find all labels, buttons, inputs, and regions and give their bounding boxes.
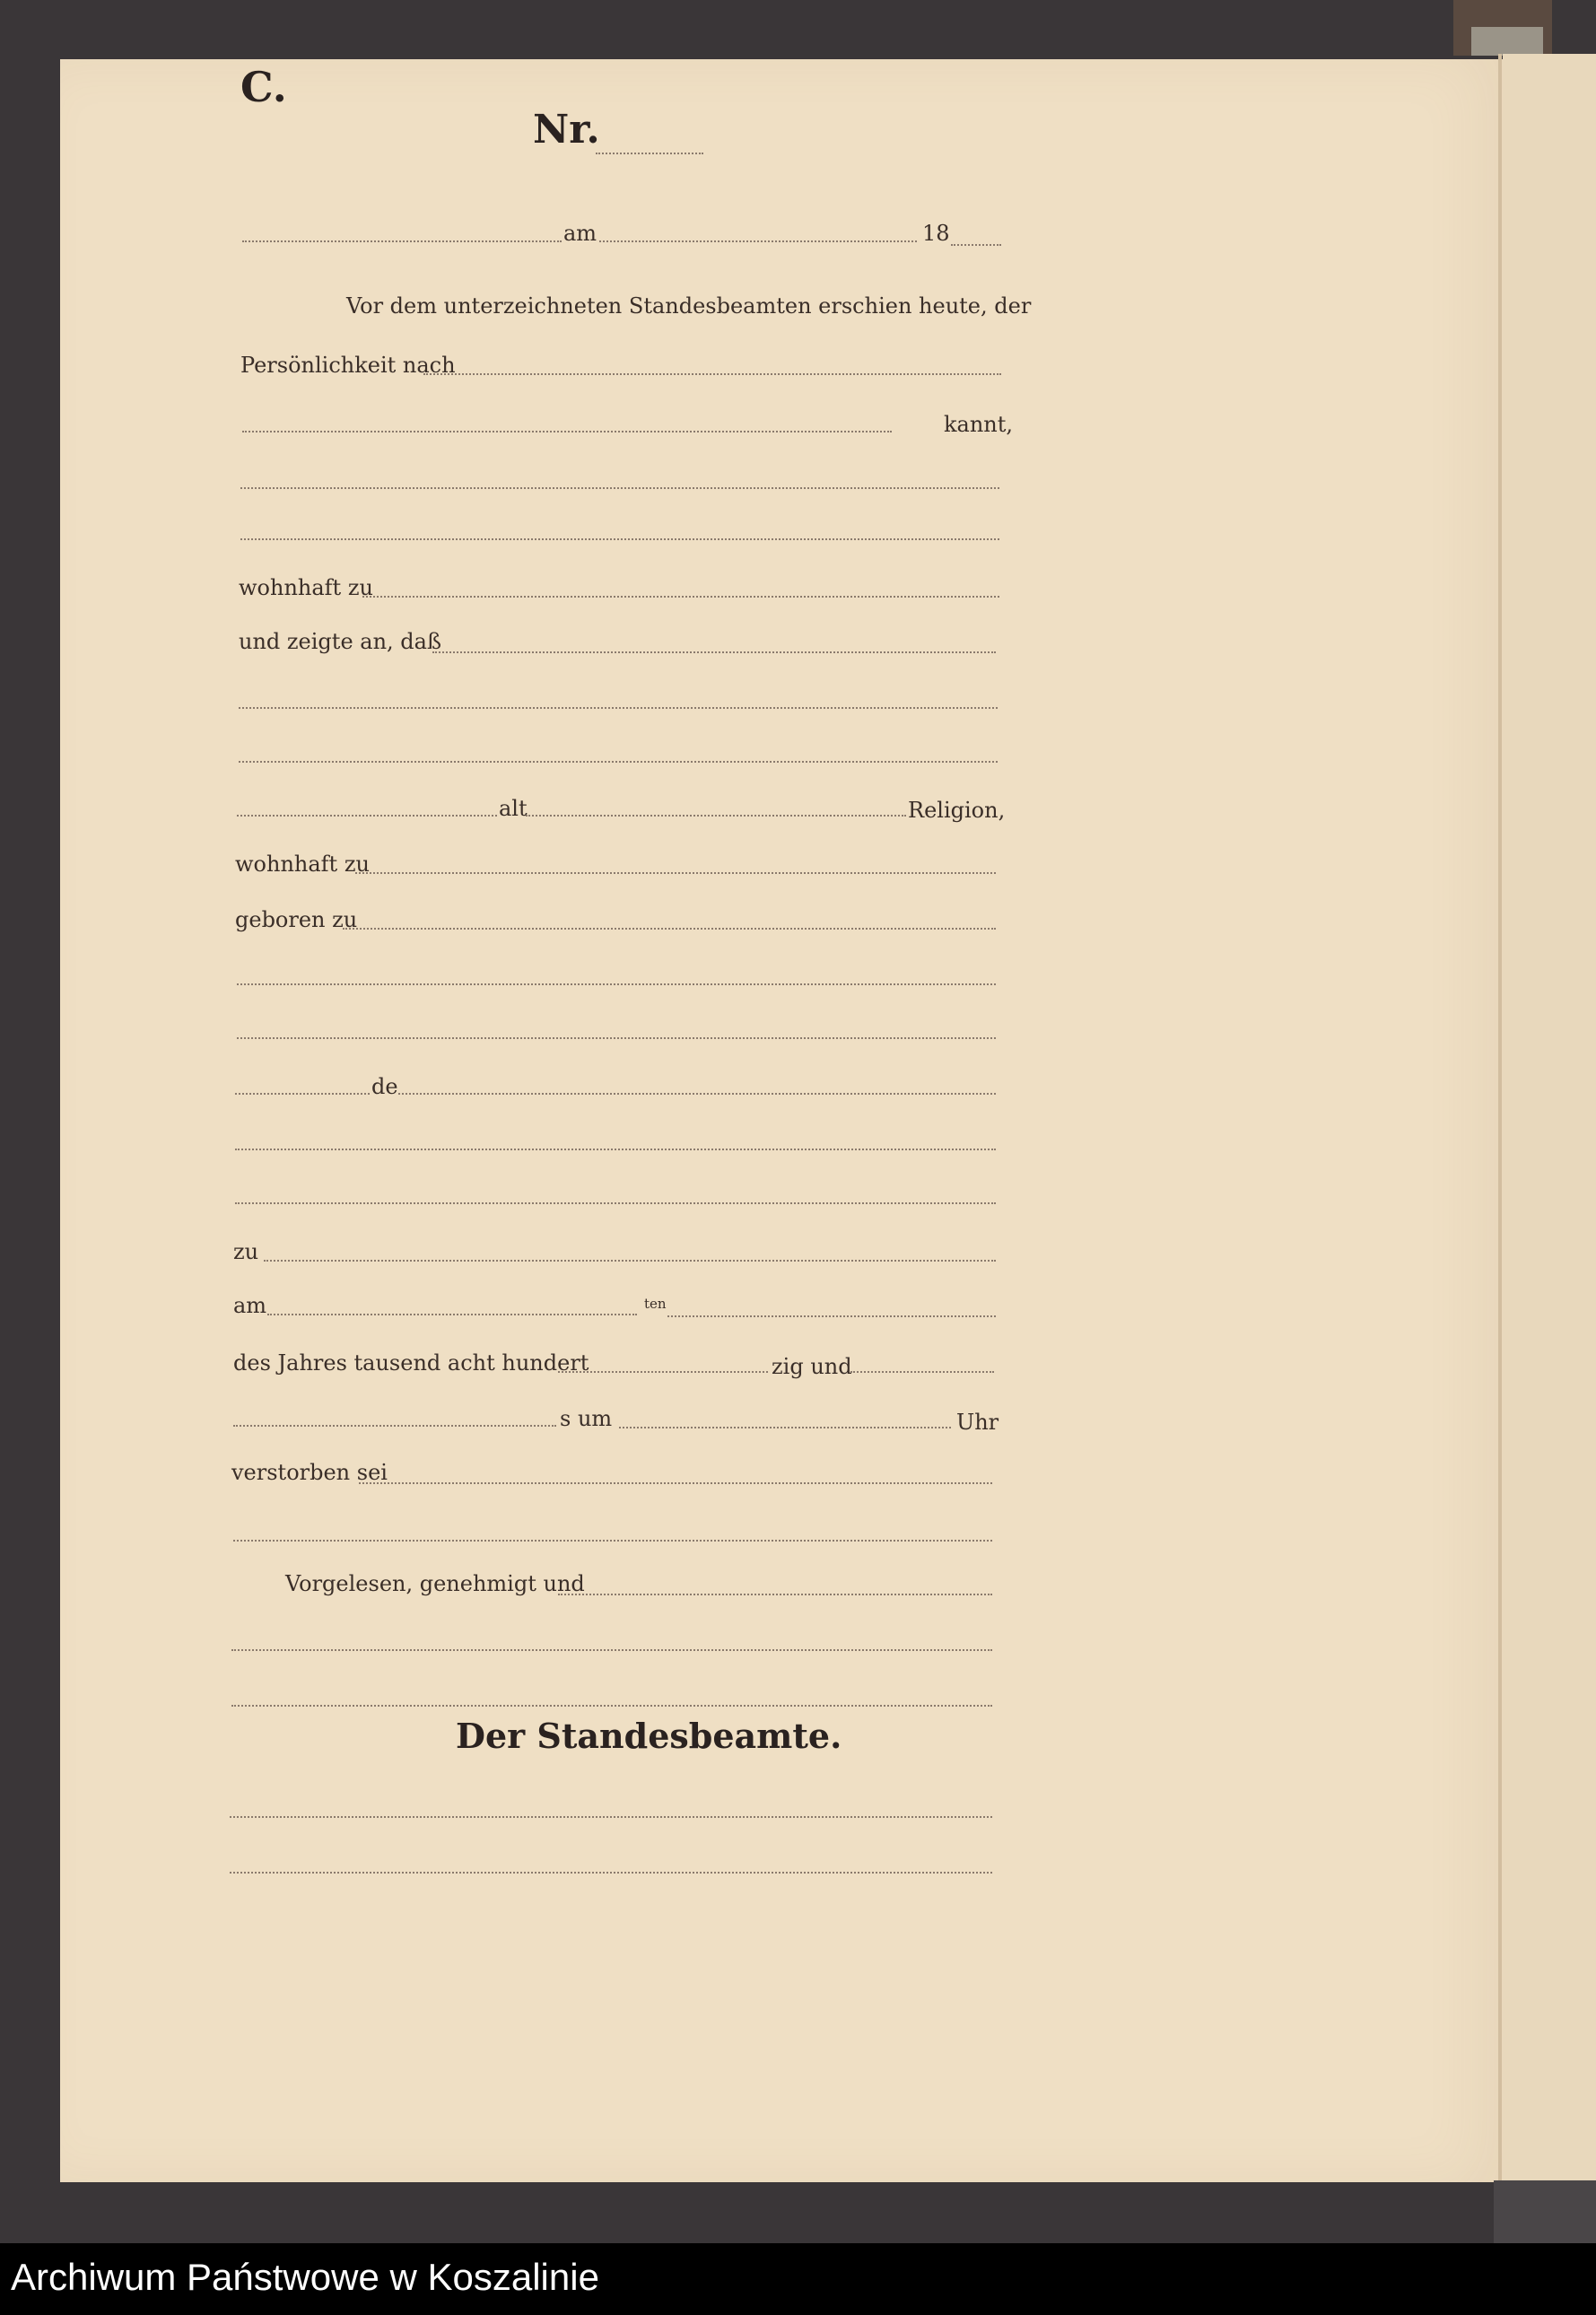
age-label: alt xyxy=(499,796,528,821)
page-shadow xyxy=(1494,2180,1596,2243)
blank-line-1 xyxy=(240,487,999,489)
year-units-line xyxy=(850,1371,994,1373)
de-prefix-line xyxy=(235,1093,370,1095)
read-approved-label: Vorgelesen, genehmigt und xyxy=(285,1571,585,1596)
date-am-label: am xyxy=(563,221,597,246)
year-end-line xyxy=(233,1425,556,1427)
blank-line-4 xyxy=(239,761,998,763)
date-year-prefix: 18 xyxy=(922,221,950,246)
de-label: de xyxy=(371,1074,398,1099)
year-text-label: des Jahres tausend acht hundert xyxy=(233,1350,589,1376)
kannt-line xyxy=(242,431,892,432)
form-letter: C. xyxy=(240,63,287,111)
registrar-title: Der Standesbeamte. xyxy=(456,1716,842,1756)
hour-line xyxy=(619,1427,951,1428)
declaration-label: und zeigte an, daß xyxy=(239,629,441,654)
blank-line-5 xyxy=(237,983,996,985)
residence-label-1: wohnhaft zu xyxy=(239,575,373,600)
date-label: am xyxy=(233,1293,267,1318)
residence-line-2 xyxy=(355,872,996,874)
blank-line-11 xyxy=(231,1705,992,1707)
blank-line-7 xyxy=(235,1149,996,1150)
death-date-line xyxy=(267,1314,637,1315)
ordinal-suffix: ten xyxy=(644,1296,667,1312)
residence-line-1 xyxy=(362,596,999,598)
zig-und-label: zig und xyxy=(772,1354,852,1379)
religion-line xyxy=(526,815,906,817)
de-line xyxy=(398,1093,996,1095)
place-label: zu xyxy=(233,1239,259,1264)
read-approved-line xyxy=(558,1594,992,1595)
date-day-line xyxy=(599,240,917,242)
date-place-line xyxy=(242,240,562,242)
place-line xyxy=(264,1260,996,1262)
binding-edge xyxy=(1471,27,1543,56)
page-fold xyxy=(1498,54,1502,2189)
intro-text: Vor dem unterzeichneten Standesbeamten erschien heute, der xyxy=(346,293,1032,319)
personality-line xyxy=(423,373,1001,375)
deceased-line xyxy=(359,1482,992,1484)
declaration-line xyxy=(432,651,996,653)
uhr-label: Uhr xyxy=(956,1410,999,1435)
age-line xyxy=(237,815,497,817)
blank-line-3 xyxy=(239,707,998,709)
date-year-line xyxy=(951,244,1001,246)
residence-label-2: wohnhaft zu xyxy=(235,852,370,877)
religion-label: Religion, xyxy=(908,798,1006,823)
record-number-line xyxy=(596,153,703,154)
kannt-label: kannt, xyxy=(944,412,1014,437)
blank-line-9 xyxy=(233,1540,992,1542)
signature-line-1 xyxy=(230,1816,992,1818)
blank-line-6 xyxy=(237,1037,996,1039)
born-line xyxy=(343,928,996,930)
s-um-label: s um xyxy=(560,1406,613,1431)
born-label: geboren zu xyxy=(235,907,358,932)
personality-label: Persönlichkeit nach xyxy=(240,353,456,378)
facing-page-edge xyxy=(1503,54,1596,2243)
death-month-line xyxy=(667,1315,996,1317)
record-number-label: Nr. xyxy=(533,107,600,153)
blank-line-2 xyxy=(240,538,999,540)
blank-line-8 xyxy=(235,1202,996,1204)
archive-caption: Archiwum Państwowe w Koszalinie xyxy=(11,2256,599,2298)
blank-line-10 xyxy=(231,1649,992,1651)
deceased-label: verstorben sei xyxy=(231,1460,388,1485)
year-hundreds-line xyxy=(558,1371,768,1373)
signature-line-2 xyxy=(230,1872,992,1874)
